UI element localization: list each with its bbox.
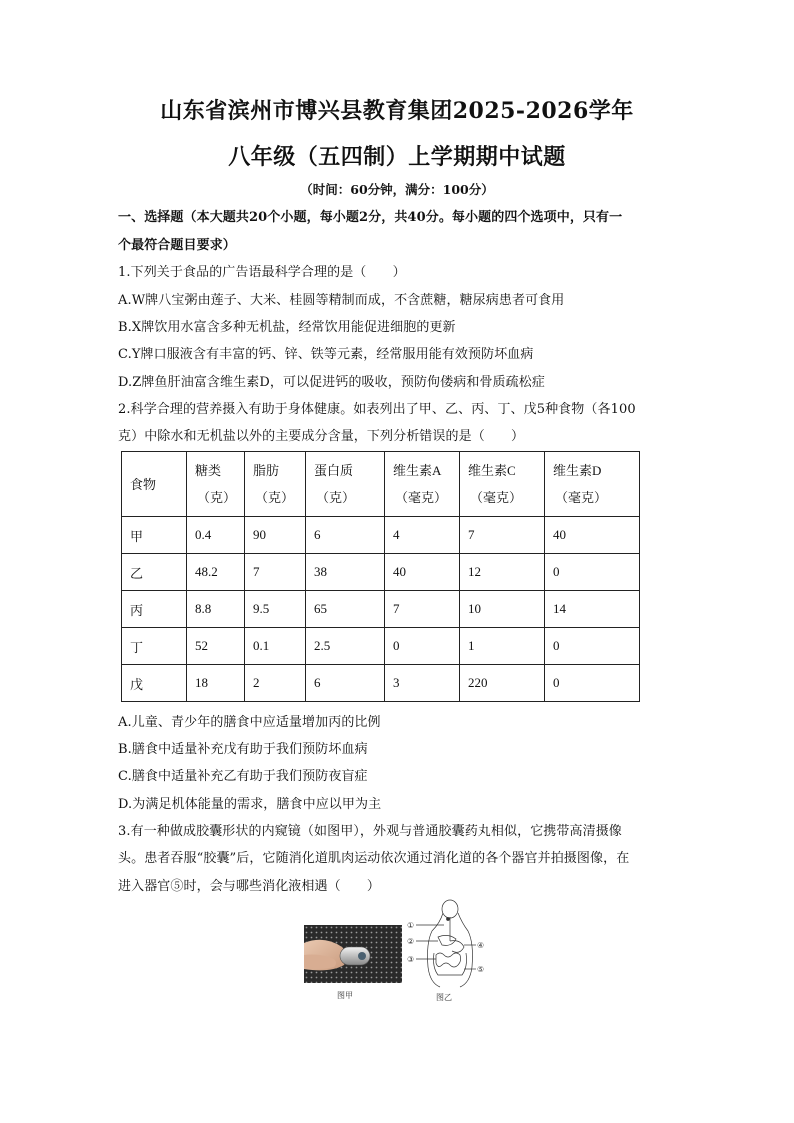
q3-stem-line1: 3.有一种做成胶囊形状的内窥镜（如图甲），外观与普通胶囊药丸相似，它携带高清摄像 (118, 824, 622, 839)
table-cell: 1 (460, 628, 545, 665)
table-row (122, 591, 640, 628)
header-vitamin-d: 维生素D （毫克） (545, 452, 640, 517)
table-cell: 48.2 (187, 554, 245, 591)
table-cell: 0 (385, 628, 460, 665)
table-cell: 90 (245, 517, 306, 554)
table-cell: 0 (545, 628, 640, 665)
q1-option-a: A.W牌八宝粥由莲子、大米、桂圆等精制而成，不含蔗糖，糖尿病患者可食用 (118, 293, 565, 308)
q1-option-d: D.Z牌鱼肝油富含维生素D，可以促进钙的吸收，预防佝偻病和骨质疏松症 (118, 375, 545, 390)
nutrition-table (121, 451, 640, 702)
diagram-label-1: ① (407, 921, 415, 930)
table-cell: 52 (187, 628, 245, 665)
table-cell: 0.1 (245, 628, 306, 665)
table-row (122, 554, 640, 591)
table-cell: 7 (460, 517, 545, 554)
q2-option-a: A.儿童、青少年的膳食中应适量增加丙的比例 (118, 715, 381, 730)
section-heading-line1: 一、选择题（本大题共20个小题，每小题2分，共40分。每小题的四个选项中，只有一 (118, 210, 623, 225)
digestive-system-diagram (404, 897, 488, 989)
table-cell: 2.5 (306, 628, 385, 665)
table-cell: 丙 (122, 591, 187, 628)
table-header-row (122, 452, 640, 517)
q2-option-c: C.膳食中适量补充乙有助于我们预防夜盲症 (118, 769, 368, 784)
table-row (122, 628, 640, 665)
table-cell: 甲 (122, 517, 187, 554)
exam-title-line1: 山东省滨州市博兴县教育集团2025-2026学年 (160, 98, 634, 124)
table-cell: 戊 (122, 665, 187, 702)
table-cell: 65 (306, 591, 385, 628)
table-cell: 4 (385, 517, 460, 554)
header-vitamin-c: 维生素C （毫克） (460, 452, 545, 517)
q2-option-b: B.膳食中适量补充戊有助于我们预防坏血病 (118, 742, 368, 757)
capsule-photo (304, 925, 402, 983)
table-cell: 2 (245, 665, 306, 702)
table-cell: 6 (306, 665, 385, 702)
table-cell: 6 (306, 517, 385, 554)
table-row (122, 665, 640, 702)
diagram-label-2: ② (407, 937, 415, 946)
header-food: 食物 (122, 452, 187, 517)
table-cell: 0 (545, 554, 640, 591)
diagram-label-5: ⑤ (477, 965, 485, 974)
figure-a-caption: 图甲 (337, 991, 353, 1000)
table-cell: 7 (385, 591, 460, 628)
exam-meta: （时间：60分钟，满分：100分） (300, 182, 494, 197)
table-cell: 8.8 (187, 591, 245, 628)
figure-b-caption: 图乙 (436, 993, 452, 1002)
table-cell: 12 (460, 554, 545, 591)
table-cell: 10 (460, 591, 545, 628)
table-cell: 18 (187, 665, 245, 702)
diagram-label-4: ④ (477, 941, 485, 950)
section-heading-line2: 个最符合题目要求） (118, 238, 236, 253)
diagram-label-3: ③ (407, 955, 415, 964)
q2-option-d: D.为满足机体能量的需求，膳食中应以甲为主 (118, 797, 382, 812)
q1-option-b: B.X牌饮用水富含多种无机盐，经常饮用能促进细胞的更新 (118, 320, 456, 335)
table-cell: 40 (545, 517, 640, 554)
table-cell: 38 (306, 554, 385, 591)
table-cell: 40 (385, 554, 460, 591)
q3-stem-line2: 头。患者吞服“胶囊”后，它随消化道肌肉运动依次通过消化道的各个器官并拍摄图像，在 (118, 851, 630, 866)
exam-title-line2: 八年级（五四制）上学期期中试题 (228, 144, 566, 170)
table-cell: 0.4 (187, 517, 245, 554)
table-cell: 9.5 (245, 591, 306, 628)
table-cell: 0 (545, 665, 640, 702)
header-sugar: 糖类 （克） (187, 452, 245, 517)
q3-stem-line3: 进入器官⑤时，会与哪些消化液相遇（ ） (118, 879, 381, 894)
table-cell: 220 (460, 665, 545, 702)
table-row (122, 517, 640, 554)
q2-stem-line2: 克）中除水和无机盐以外的主要成分含量，下列分析错误的是（ ） (118, 429, 525, 444)
header-protein: 蛋白质 （克） (306, 452, 385, 517)
table-cell: 7 (245, 554, 306, 591)
q1-option-c: C.Y牌口服液含有丰富的钙、锌、铁等元素，经常服用能有效预防坏血病 (118, 347, 534, 362)
q1-stem: 1.下列关于食品的广告语最科学合理的是（ ） (118, 265, 406, 280)
table-cell: 3 (385, 665, 460, 702)
table-cell: 乙 (122, 554, 187, 591)
table-cell: 丁 (122, 628, 187, 665)
q2-stem-line1: 2.科学合理的营养摄入有助于身体健康。如表列出了甲、乙、丙、丁、戊5种食物（各100 (118, 402, 636, 417)
header-fat: 脂肪 （克） (245, 452, 306, 517)
header-vitamin-a: 维生素A （毫克） (385, 452, 460, 517)
table-cell: 14 (545, 591, 640, 628)
